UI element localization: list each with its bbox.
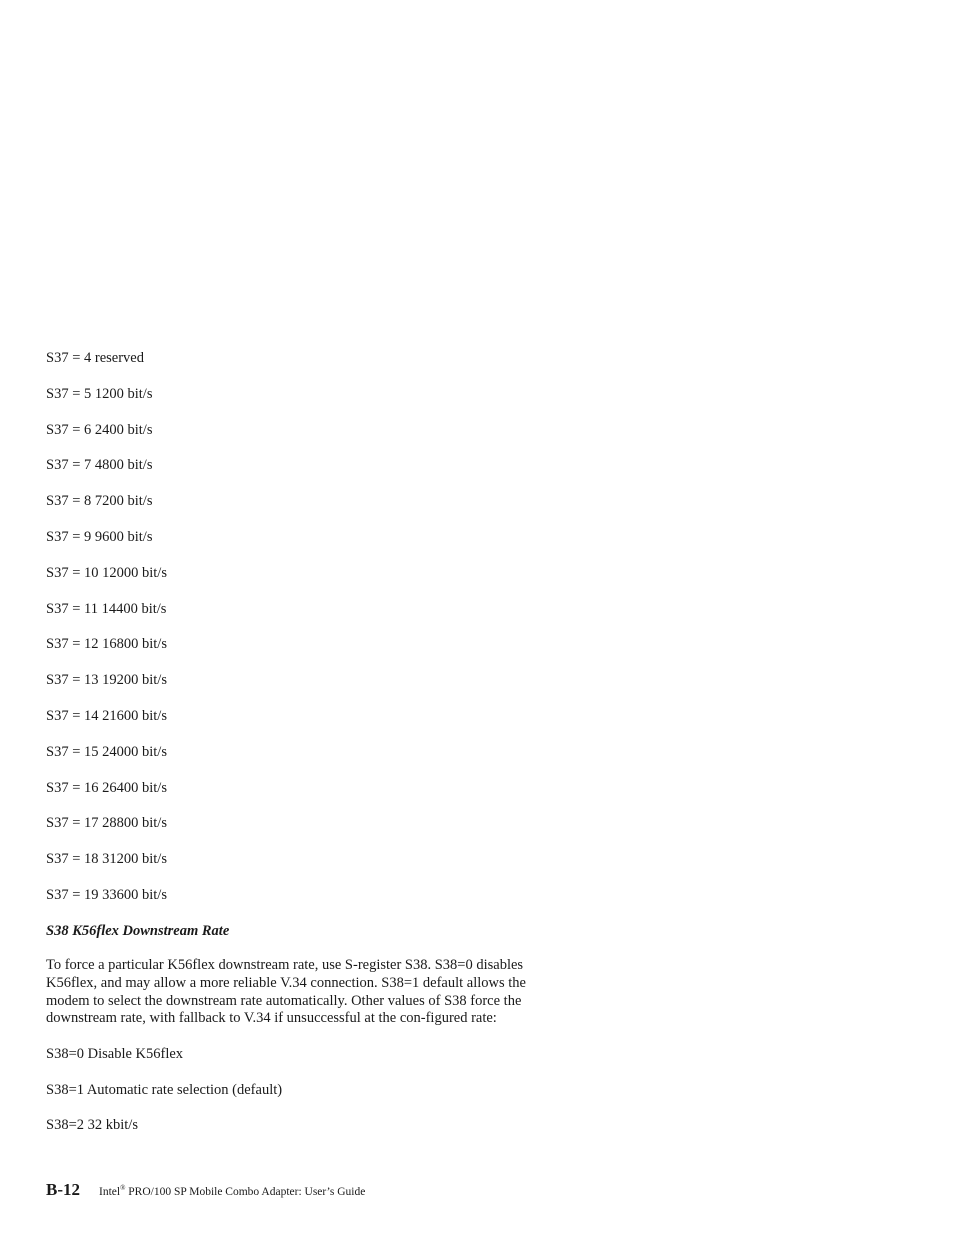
register-line-s37-10: S37 = 10 12000 bit/s — [46, 564, 167, 581]
page-footer — [46, 1180, 365, 1200]
s38-option-2: S38=2 32 kbit/s — [46, 1117, 138, 1134]
s38-option-1: S38=1 Automatic rate selection (default) — [46, 1081, 283, 1098]
register-line-s37-12: S37 = 12 16800 bit/s — [46, 636, 167, 653]
register-line-s37-5: S37 = 5 1200 bit/s — [46, 385, 153, 402]
register-line-s37-18: S37 = 18 31200 bit/s — [46, 851, 167, 868]
register-line-s37-9: S37 = 9 9600 bit/s — [46, 528, 153, 545]
register-line-s37-13: S37 = 13 19200 bit/s — [46, 672, 167, 689]
register-line-s37-7: S37 = 7 4800 bit/s — [46, 457, 153, 474]
footer-guide-title: PRO/100 SP Mobile Combo Adapter: User’s Guide — [125, 1186, 366, 1198]
register-line-s37-11: S37 = 11 14400 bit/s — [46, 600, 167, 617]
register-line-s37-19: S37 = 19 33600 bit/s — [46, 886, 167, 903]
page-number: B-12 — [46, 1180, 80, 1199]
section-paragraph: To force a particular K56flex downstream rate, use S-register S38. S38=0 disables K56flex, and may allow a more reliable V.34 connection. S38=1 default allows the modem to select the downstream rate automatically. Other values of S38 force the downstream rate, with fallback to V.34 if unsuccessful at the con-figured rate: — [46, 957, 526, 1027]
register-line-s37-16: S37 = 16 26400 bit/s — [46, 779, 167, 796]
section-heading: S38 K56flex Downstream Rate — [46, 922, 230, 939]
register-line-s37-6: S37 = 6 2400 bit/s — [46, 421, 153, 438]
footer-title — [99, 1184, 365, 1198]
register-line-s37-8: S37 = 8 7200 bit/s — [46, 493, 153, 510]
page-content — [46, 349, 556, 1152]
s38-option-0: S38=0 Disable K56flex — [46, 1045, 184, 1062]
register-line-s37-15: S37 = 15 24000 bit/s — [46, 743, 167, 760]
register-line-s37-14: S37 = 14 21600 bit/s — [46, 707, 167, 724]
register-line-s37-17: S37 = 17 28800 bit/s — [46, 815, 167, 832]
footer-brand: Intel — [99, 1186, 121, 1198]
register-line-s37-4: S37 = 4 reserved — [46, 350, 144, 366]
registered-mark: ® — [120, 1184, 126, 1193]
